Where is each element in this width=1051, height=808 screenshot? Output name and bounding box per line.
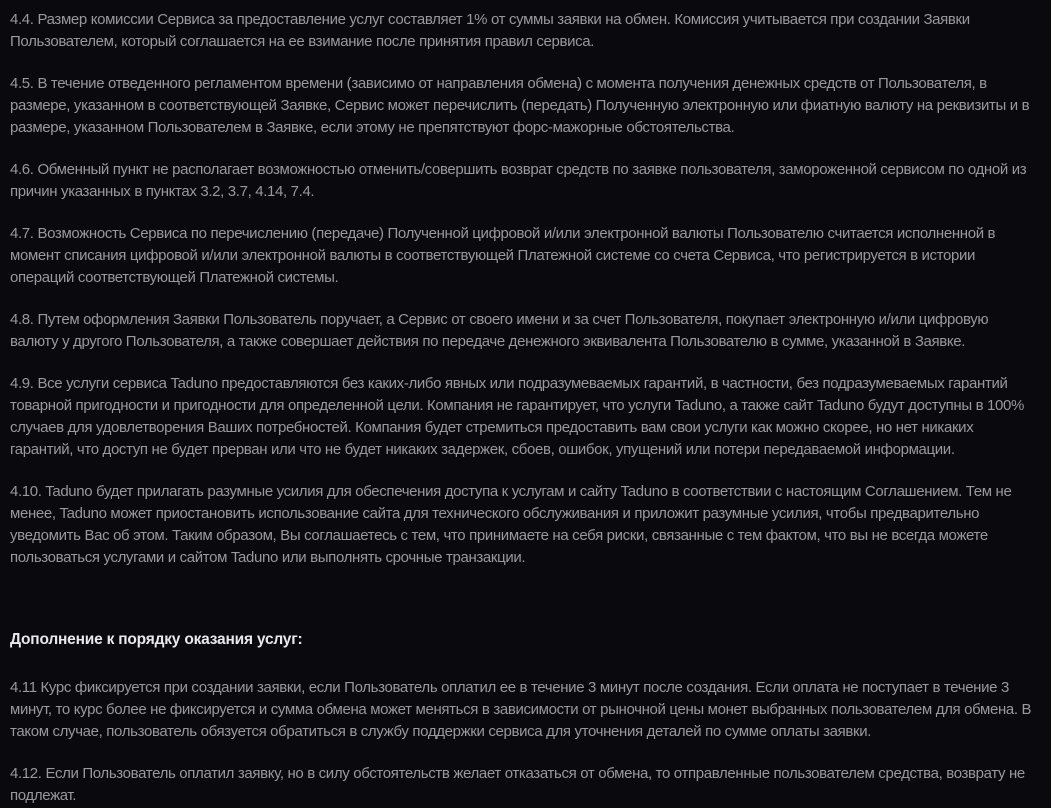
clause-number: 4.11 (10, 679, 37, 696)
terms-clause-4-8 (10, 309, 1040, 353)
clause-text: В течение отведенного регламентом времени (зависимо от направления обмена) с момента получения денежных средств от Пользователя, в размере, указанном в соответствующей Заявке, Сервис может перечислить (передать) Полученную электронную или фиатную валюту на реквизиты и в размере, указанном Пользователем в Заявке, если этому не препятствуют форс-мажорные обстоятельства. (10, 75, 1030, 136)
clause-number: 4.7. (10, 225, 34, 242)
clause-text: Обменный пункт не располагает возможностью отменить/совершить возврат средств по заявке пользователя, замороженной сервисом по одной из причин указанных в пунктах 3.2, 3.7, 4.14, 7.4. (10, 161, 1027, 200)
clause-text: Путем оформления Заявки Пользователь поручает, а Сервис от своего имени и за счет Пользователя, покупает электронную и/или цифровую валюту у другого Пользователя, а также совершает действия по передаче денежного эквивалента Пользователю в сумме, указанной в Заявке. (10, 311, 989, 350)
terms-clause-4-9 (10, 373, 1040, 461)
clause-number: 4.12. (10, 765, 42, 782)
terms-clause-4-7 (10, 223, 1040, 289)
clause-text: Все услуги сервиса Taduno предоставляются без каких-либо явных или подразумеваемых гарантий, в частности, без подразумеваемых гарантий товарной пригодности и пригодности для определенной цели. Компания не гарантирует, что услуги Taduno, а также сайт Taduno будут доступны в 100% случаев для удовлетворения Ваших потребностей. Компания будет стремиться предоставить вам свои услуги как можно скорее, но нет никаких гарантий, что доступ не будет прерван или что не будет никаких задержек, сбоев, ошибок, упущений или потери передаваемой информации. (10, 375, 1024, 458)
terms-clause-4-4 (10, 9, 1040, 53)
terms-clause-4-6 (10, 159, 1040, 203)
clause-number: 4.8. (10, 311, 34, 328)
terms-clause-4-11 (10, 677, 1040, 743)
clause-number: 4.10. (10, 483, 42, 500)
clause-text: Taduno будет прилагать разумные усилия для обеспечения доступа к услугам и сайту Taduno в соответствии с настоящим Соглашением. Тем не менее, Taduno может приостановить использование сайта для технического обслуживания и приложит разумные усилия, чтобы предварительно уведомить Вас об этом. Таким образом, Вы соглашаетесь с тем, что принимаете на себя риски, связанные с тем фактом, что вы не всегда можете пользоваться услугами и сайтом Taduno или выполнять срочные транзакции. (10, 483, 1012, 566)
clause-text: Возможность Сервиса по перечислению (передаче) Полученной цифровой и/или электронной валюты Пользователю считается исполненной в момент списания цифровой и/или электронной валюты в соответствующей Платежной системе со счета Сервиса, что регистрируется в истории операций соответствующей Платежной системы. (10, 225, 996, 286)
terms-clause-4-12 (10, 763, 1040, 807)
terms-clause-4-5 (10, 73, 1040, 139)
clause-number: 4.9. (10, 375, 34, 392)
clause-number: 4.6. (10, 161, 34, 178)
clause-number: 4.4. (10, 11, 34, 28)
clause-text: Если Пользователь оплатил заявку, но в силу обстоятельств желает отказаться от обмена, то отправленные пользователем средства, возврату не подлежат. (10, 765, 1025, 804)
clause-text: Размер комиссии Сервиса за предоставление услуг составляет 1% от суммы заявки на обмен. Комиссия учитывается при создании Заявки Пользователем, который соглашается на ее взимание после принятия правил сервиса. (10, 11, 970, 50)
addendum-heading: Дополнение к порядку оказания услуг: (10, 631, 303, 648)
clause-text: Курс фиксируется при создании заявки, если Пользователь оплатил ее в течение 3 минут после создания. Если оплата не поступает в течение 3 минут, то курс более не фиксируется и сумма обмена может меняться в зависимости от рыночной цены монет выбранных пользователем для обмена. В таком случае, пользователь обязуется обратиться в службу поддержки сервиса для уточнения деталей по сумме оплаты заявки. (10, 679, 1032, 740)
clause-number: 4.5. (10, 75, 34, 92)
terms-clause-4-10 (10, 481, 1040, 569)
